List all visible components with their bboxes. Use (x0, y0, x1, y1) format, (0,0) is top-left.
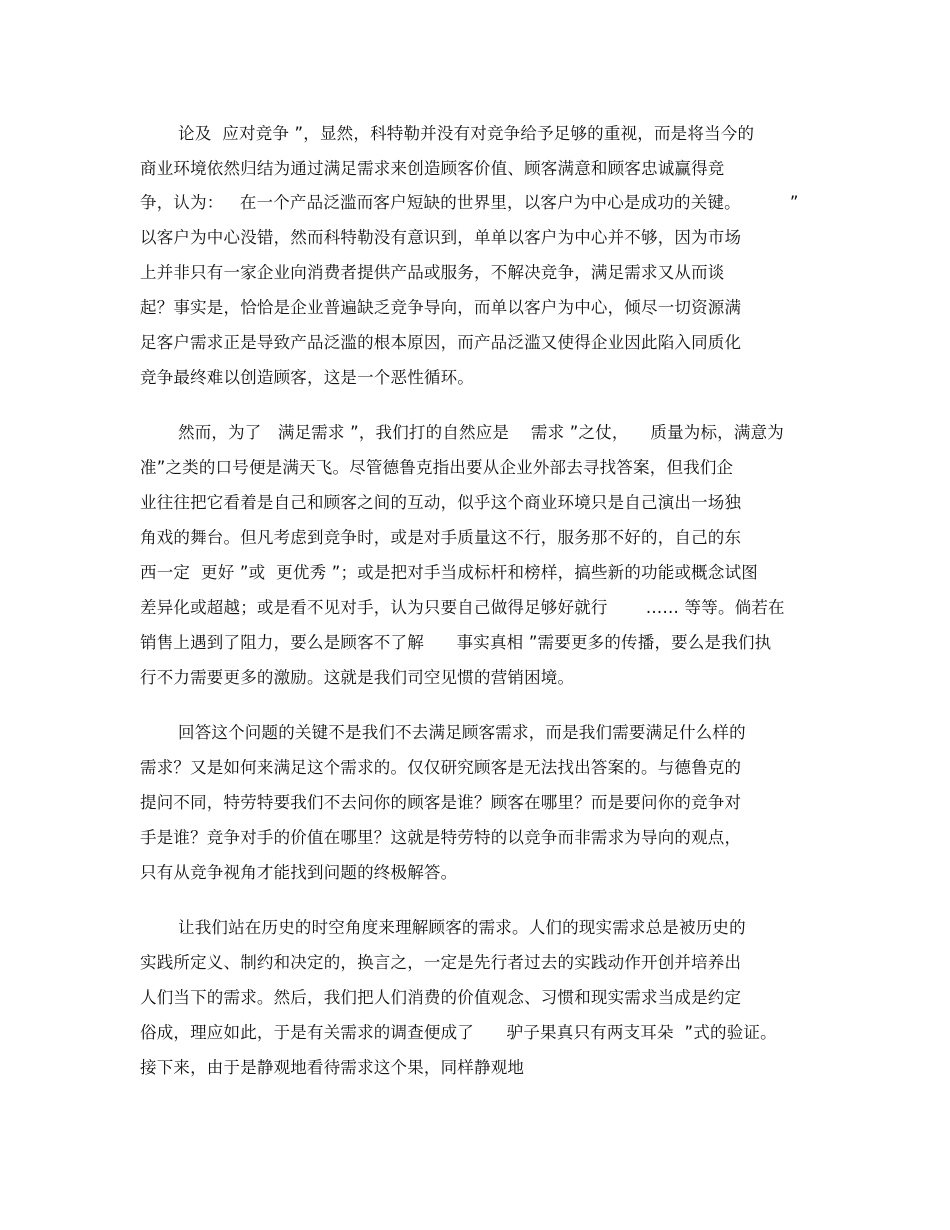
text-line: 竞争最终难以创造顾客，这是一个恶性循环。 (140, 368, 474, 387)
text-line: 让我们站在历史的时空角度来理解顾客的需求。人们的现实需求总是被历史的 (178, 918, 746, 937)
text-line: 只有从竞争视角才能找到问题的终极解答。 (140, 863, 458, 882)
text-line: 行不力需要更多的激励。这就是我们司空见惯的营销困境。 (140, 668, 575, 687)
text-line: 论及 应对竞争 ”，显然，科特勒并没有对竞争给予足够的重视，而是将当今的 (178, 124, 755, 143)
text-line: 角戏的舞台。但凡考虑到竞争时，或是对手质量这不行，服务那不好的，自己的东 (140, 528, 742, 547)
text-line: 手是谁？竞争对手的价值在哪里？这就是特劳特的以竞争而非需求为导向的观点， (140, 828, 742, 847)
text-line: 俗成，理应如此，于是有关需求的调查便成了 驴子果真只有两支耳朵 ”式的验证。 (140, 1023, 777, 1042)
text-line: 起？事实是，恰恰是企业普遍缺乏竞争导向，而单以客户为中心，倾尽一切资源满 (140, 298, 742, 317)
text-line: 提问不同，特劳特要我们不去问你的顾客是谁？顾客在哪里？而是要问你的竞争对 (140, 793, 742, 812)
text-line: 争，认为： 在一个产品泛滥而客户短缺的世界里，以客户为中心是成功的关键。 ” (140, 193, 799, 212)
text-line: 上并非只有一家企业向消费者提供产品或服务，不解决竞争，满足需求又从而谈 (140, 263, 725, 282)
text-line: 接下来，由于是静观地看待需求这个果，同样静观地 (140, 1058, 525, 1077)
text-line: 以客户为中心没错，然而科特勒没有意识到，单单以客户为中心并不够，因为市场 (140, 228, 742, 247)
text-line: 业往往把它看着是自己和顾客之间的互动，似乎这个商业环境只是自己演出一场独 (140, 493, 742, 512)
text-line: 回答这个问题的关键不是我们不去满足顾客需求，而是我们需要满足什么样的 (178, 723, 746, 742)
text-line: 商业环境依然归结为通过满足需求来创造顾客价值、顾客满意和顾客忠诚赢得竞 (140, 159, 725, 178)
text-line: 人们当下的需求。然后，我们把人们消费的价值观念、习惯和现实需求当成是约定 (140, 988, 742, 1007)
text-line: 销售上遇到了阻力，要么是顾客不了解 事实真相 ”需要更多的传播，要么是我们执 (140, 633, 772, 652)
text-line: 需求？又是如何来满足这个需求的。仅仅研究顾客是无法找出答案的。与德鲁克的 (140, 758, 742, 777)
text-line: 准”之类的口号便是满天飞。尽管德鲁克指出要从企业外部去寻找答案，但我们企 (140, 458, 734, 477)
text-line: 实践所定义、制约和决定的，换言之，一定是先行者过去的实践动作开创并培养出 (140, 953, 742, 972)
text-line: 差异化或超越；或是看不见对手，认为只要自己做得足够好就行 …… 等等。倘若在 (140, 598, 785, 617)
text-line: 然而，为了 满足需求 ”，我们打的自然应是 需求 ”之仗， 质量为标，满意为 (178, 423, 784, 442)
text-line: 足客户需求正是导致产品泛滥的根本原因，而产品泛滥又使得企业因此陷入同质化 (140, 333, 742, 352)
text-line: 西一定 更好 ”或 更优秀 ”；或是把对手当成标杆和榜样，搞些新的功能或概念试图 (140, 563, 758, 582)
